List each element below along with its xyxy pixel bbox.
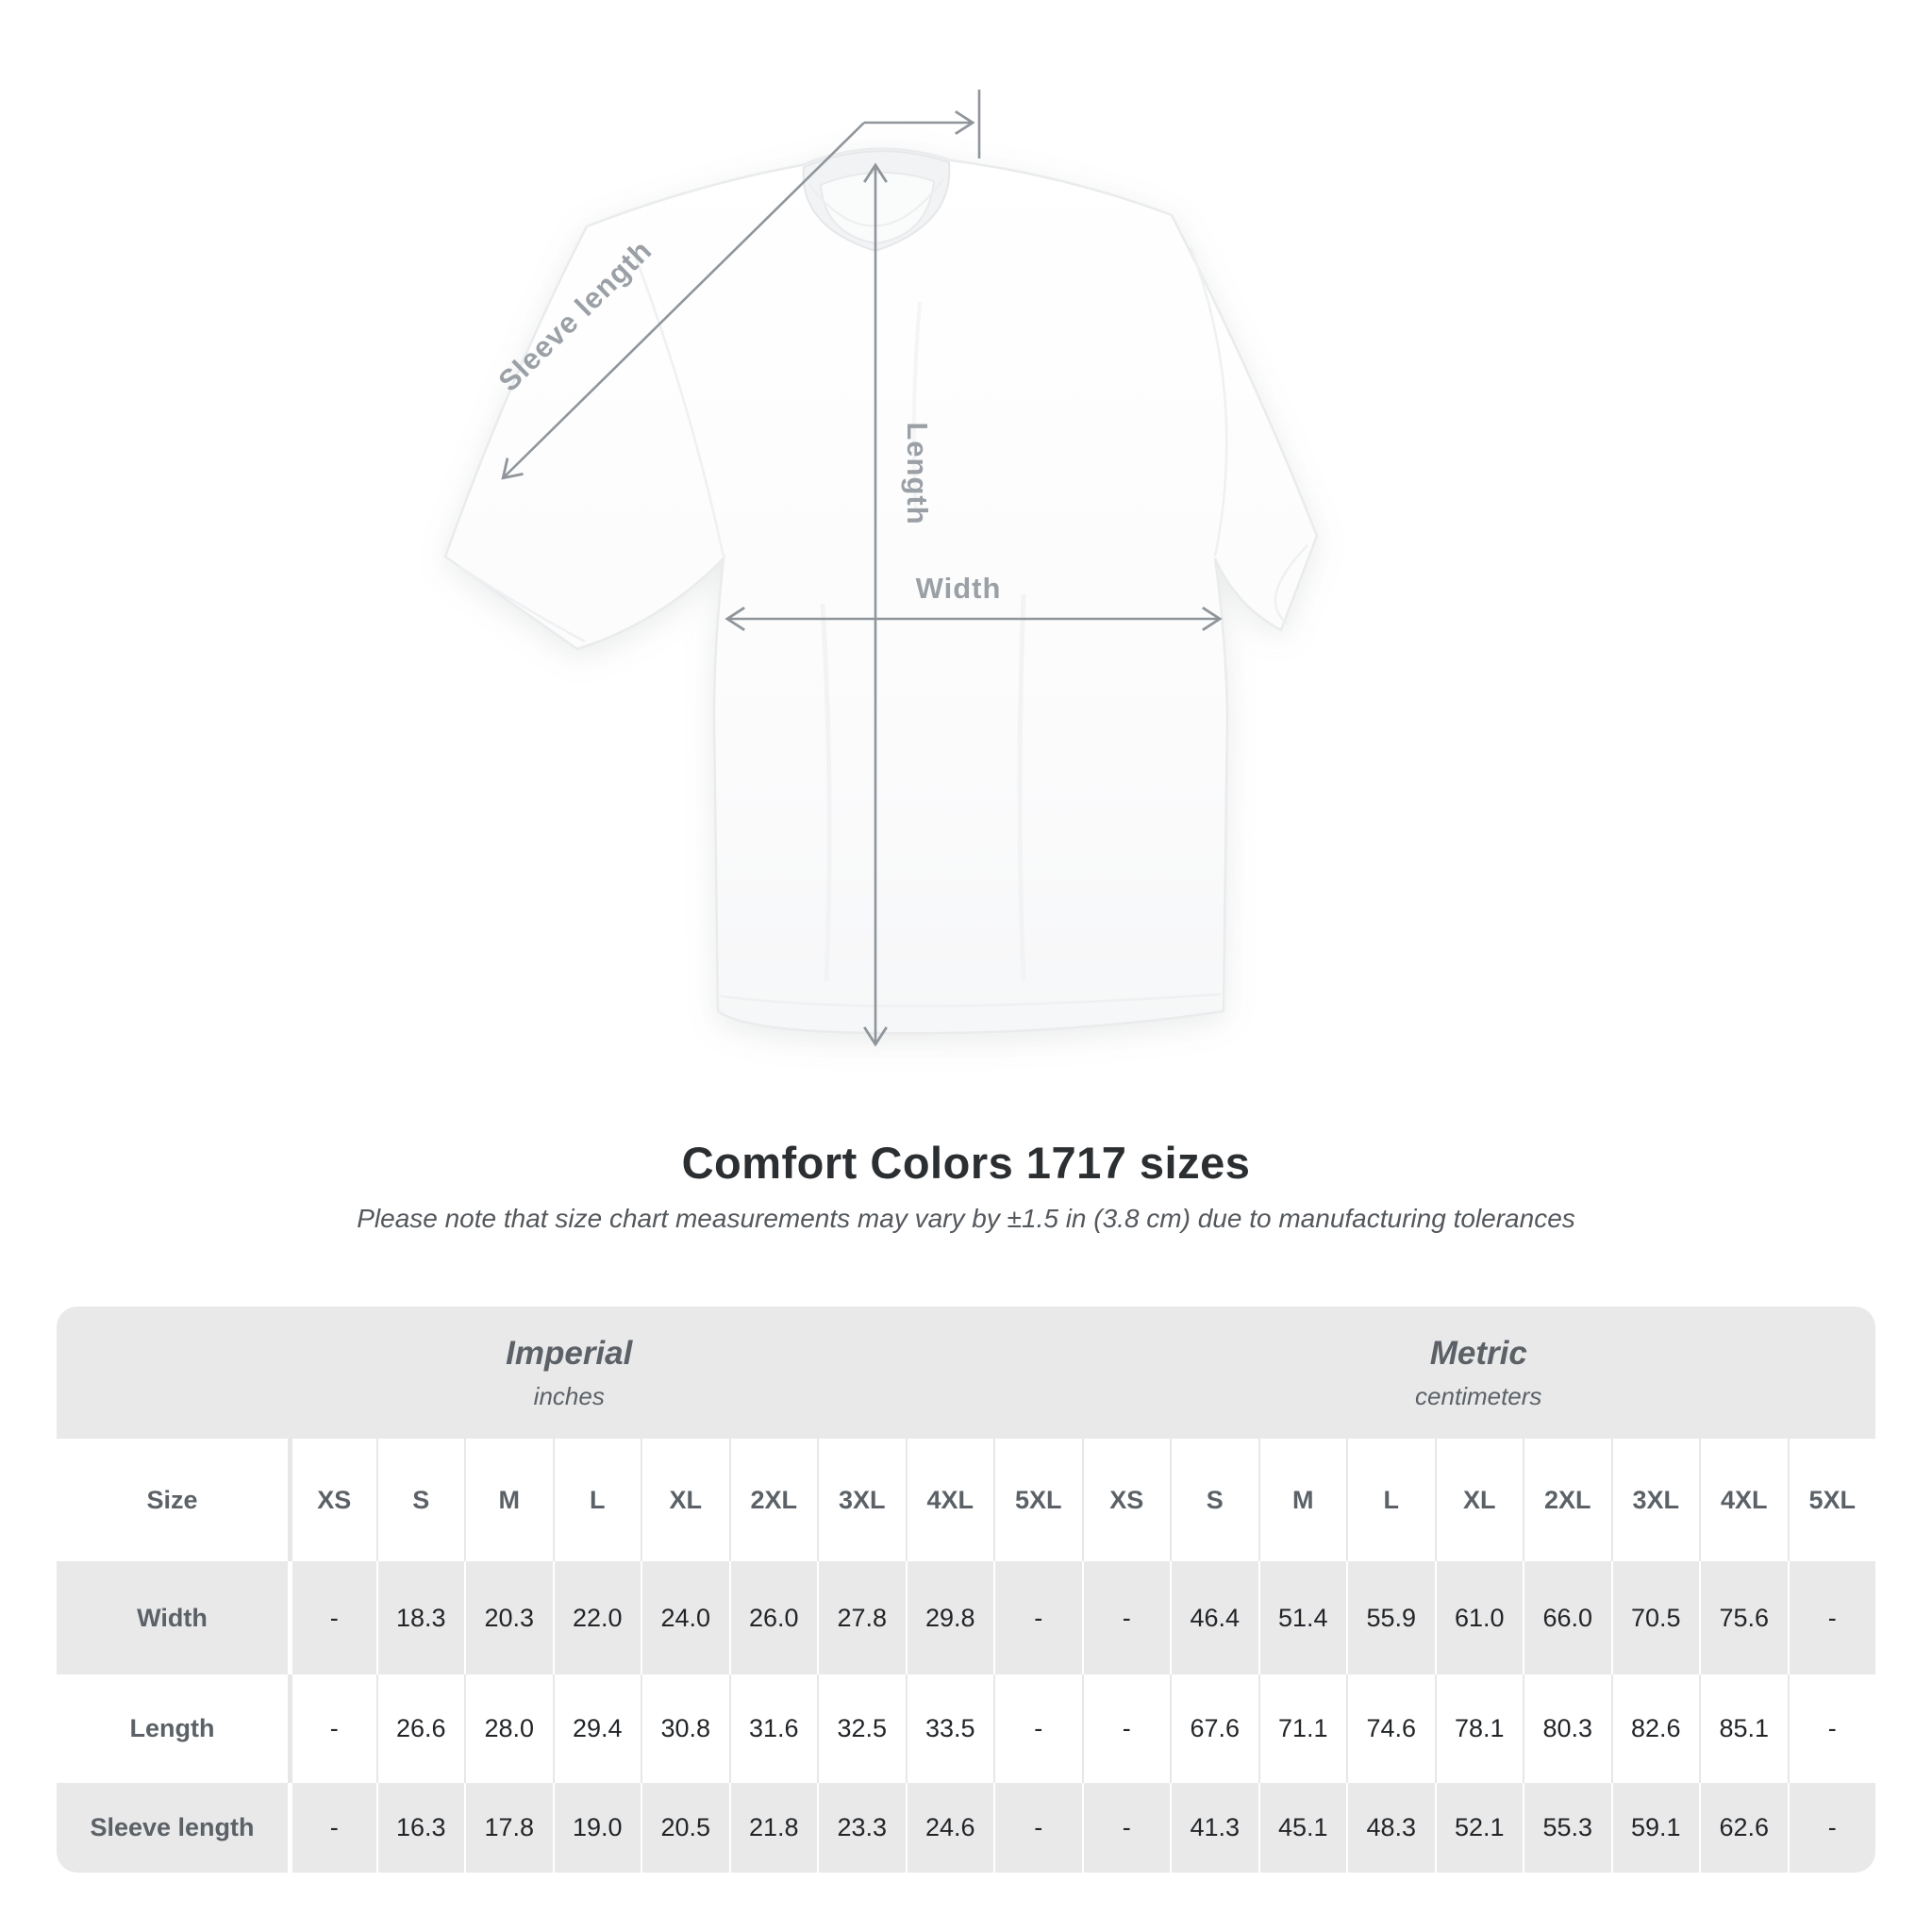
value-cell: 31.6 — [729, 1674, 818, 1783]
value-cell: 23.3 — [817, 1783, 906, 1873]
value-cell: 16.3 — [376, 1783, 465, 1873]
value-cell: - — [288, 1561, 376, 1674]
measurement-row-label: Width — [57, 1561, 288, 1674]
value-cell: 61.0 — [1435, 1561, 1524, 1674]
size-header-cell: XS — [288, 1439, 376, 1561]
value-cell: 48.3 — [1346, 1783, 1435, 1873]
value-cell: - — [1082, 1561, 1171, 1674]
width-label: Width — [915, 572, 1002, 605]
value-cell: 55.3 — [1523, 1783, 1611, 1873]
value-cell: 80.3 — [1523, 1674, 1611, 1783]
size-header-cell: XS — [1082, 1439, 1171, 1561]
value-cell: 17.8 — [464, 1783, 553, 1873]
size-header-cell: 5XL — [1788, 1439, 1876, 1561]
value-cell: 66.0 — [1523, 1561, 1611, 1674]
measurement-row-label: Length — [57, 1674, 288, 1783]
value-cell: 59.1 — [1611, 1783, 1700, 1873]
value-cell: 52.1 — [1435, 1783, 1524, 1873]
value-cell: 74.6 — [1346, 1674, 1435, 1783]
value-cell: 67.6 — [1170, 1674, 1258, 1783]
unit-group-imperial-name: Imperial — [506, 1334, 633, 1372]
size-header-cell: M — [1258, 1439, 1347, 1561]
value-cell: 78.1 — [1435, 1674, 1524, 1783]
value-cell: 51.4 — [1258, 1561, 1347, 1674]
size-header-cell: L — [553, 1439, 641, 1561]
value-cell: 29.8 — [906, 1561, 994, 1674]
size-header-cell: 4XL — [906, 1439, 994, 1561]
value-cell: - — [1788, 1674, 1876, 1783]
value-cell: 24.0 — [641, 1561, 729, 1674]
size-header-cell: 5XL — [993, 1439, 1082, 1561]
value-cell: - — [1082, 1674, 1171, 1783]
size-table — [57, 1307, 1875, 1873]
value-cell: 26.0 — [729, 1561, 818, 1674]
value-cell: - — [288, 1783, 376, 1873]
value-cell: 71.1 — [1258, 1674, 1347, 1783]
value-cell: 28.0 — [464, 1674, 553, 1783]
size-header-cell: S — [376, 1439, 465, 1561]
value-cell: - — [1788, 1561, 1876, 1674]
value-cell: 41.3 — [1170, 1783, 1258, 1873]
value-cell: 46.4 — [1170, 1561, 1258, 1674]
value-cell: - — [993, 1561, 1082, 1674]
value-cell: 45.1 — [1258, 1783, 1347, 1873]
sleeve-length-label: Sleeve length — [491, 233, 658, 398]
tshirt-image — [445, 149, 1317, 1034]
value-cell: 26.6 — [376, 1674, 465, 1783]
value-cell: 27.8 — [817, 1561, 906, 1674]
unit-group-metric-unit: centimeters — [1415, 1381, 1542, 1410]
value-cell: 20.3 — [464, 1561, 553, 1674]
value-cell: - — [993, 1674, 1082, 1783]
tolerance-note: Please note that size chart measurements may vary by ±1.5 in (3.8 cm) due to manufacturing tolerances — [357, 1204, 1575, 1233]
value-cell: - — [1082, 1783, 1171, 1873]
size-header-cell: 3XL — [817, 1439, 906, 1561]
value-cell: 19.0 — [553, 1783, 641, 1873]
length-label: Length — [901, 422, 934, 525]
page-title: Comfort Colors 1717 sizes — [681, 1138, 1251, 1188]
size-header-cell: L — [1346, 1439, 1435, 1561]
unit-group-metric — [1082, 1307, 1876, 1439]
value-cell: 29.4 — [553, 1674, 641, 1783]
value-cell: 21.8 — [729, 1783, 818, 1873]
value-cell: 18.3 — [376, 1561, 465, 1674]
measurement-row-label: Sleeve length — [57, 1783, 288, 1873]
size-column-header: Size — [57, 1439, 288, 1561]
size-header-cell: XL — [1435, 1439, 1524, 1561]
value-cell: 33.5 — [906, 1674, 994, 1783]
value-cell: 24.6 — [906, 1783, 994, 1873]
value-cell: 62.6 — [1699, 1783, 1788, 1873]
value-cell: - — [1788, 1783, 1876, 1873]
size-header-cell: M — [464, 1439, 553, 1561]
value-cell: 32.5 — [817, 1674, 906, 1783]
value-cell: 30.8 — [641, 1674, 729, 1783]
size-header-cell: 2XL — [729, 1439, 818, 1561]
size-header-cell: 2XL — [1523, 1439, 1611, 1561]
value-cell: 70.5 — [1611, 1561, 1700, 1674]
size-header-cell: XL — [641, 1439, 729, 1561]
size-header-cell: 4XL — [1699, 1439, 1788, 1561]
unit-group-imperial-unit: inches — [533, 1381, 605, 1410]
value-cell: 82.6 — [1611, 1674, 1700, 1783]
value-cell: 55.9 — [1346, 1561, 1435, 1674]
unit-group-imperial — [57, 1307, 1082, 1439]
value-cell: 85.1 — [1699, 1674, 1788, 1783]
value-cell: - — [993, 1783, 1082, 1873]
value-cell: 22.0 — [553, 1561, 641, 1674]
value-cell: 75.6 — [1699, 1561, 1788, 1674]
value-cell: - — [288, 1674, 376, 1783]
size-header-cell: S — [1170, 1439, 1258, 1561]
value-cell: 20.5 — [641, 1783, 729, 1873]
size-header-cell: 3XL — [1611, 1439, 1700, 1561]
unit-group-metric-name: Metric — [1429, 1334, 1527, 1372]
